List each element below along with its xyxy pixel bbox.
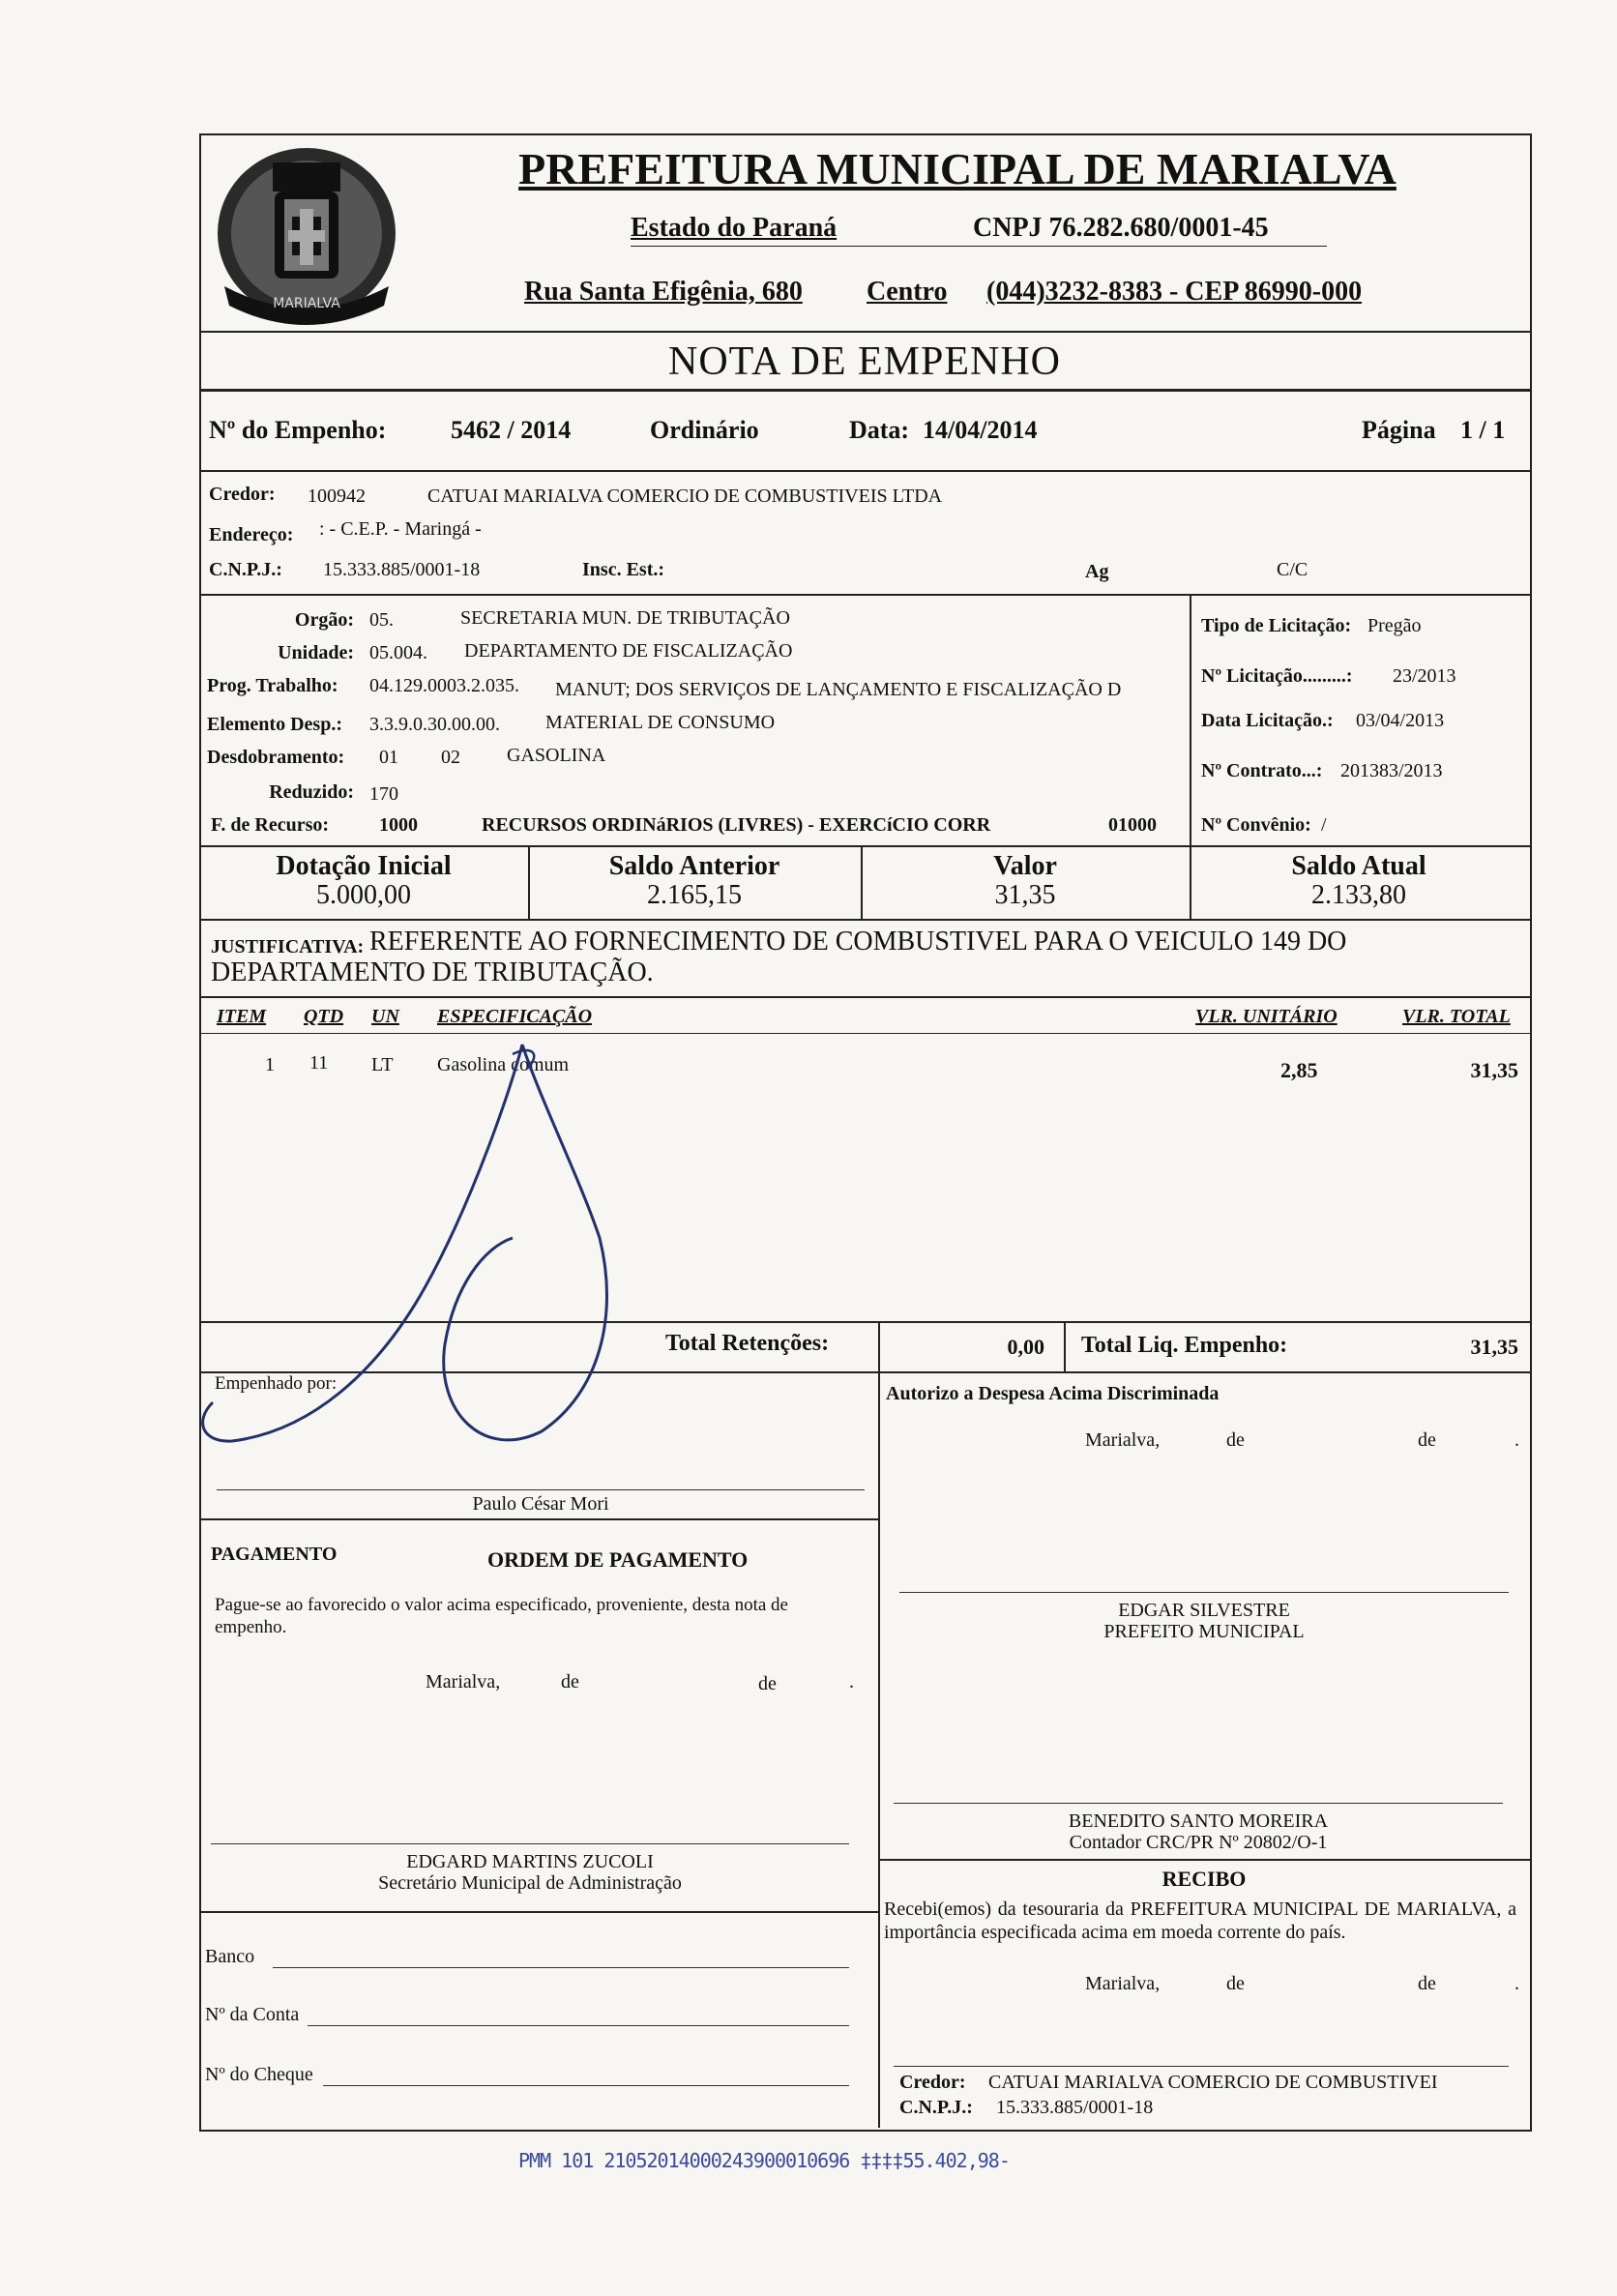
justificativa-line2: DEPARTAMENTO DE TRIBUTAÇÃO. xyxy=(211,957,654,987)
conta-label: Nº da Conta xyxy=(205,2004,300,2025)
liquido-value: 31,35 xyxy=(1470,1335,1518,1359)
left-pagamento-rule xyxy=(199,1518,878,1520)
justificativa-line1: REFERENTE AO FORNECIMENTO DE COMBUSTIVEL PARA O VEICULO 149 DO xyxy=(369,927,1347,957)
doc-title-divider xyxy=(199,389,1530,392)
recurso-name: RECURSOS ORDINáRIOS (LIVRES) - EXERCíCIO CORR xyxy=(482,814,991,836)
elemento-code: 3.3.9.0.30.00.00. xyxy=(369,714,500,735)
retencoes-value: 0,00 xyxy=(1007,1335,1044,1359)
reduzido-value: 170 xyxy=(369,783,398,805)
state-underline xyxy=(631,246,1327,247)
saldo-anterior-label: Saldo Anterior xyxy=(608,851,780,881)
saldo-atual-value: 2.133,80 xyxy=(1311,880,1406,910)
org-title: PREFEITURA MUNICIPAL DE MARIALVA xyxy=(518,144,1396,193)
lower-center-divider xyxy=(878,1371,880,2128)
recibo-credor-rule xyxy=(894,2066,1509,2067)
recibo-de2: de xyxy=(1418,1973,1436,1994)
desdobramento-a: 01 xyxy=(379,747,398,768)
pague-text: Pague-se ao favorecido o valor acima especificado, proveniente, desta nota de empenho. xyxy=(215,1595,788,1637)
cnpj-value: 15.333.885/0001-18 xyxy=(323,559,481,580)
autorizo-de1: de xyxy=(1226,1429,1245,1451)
header-divider xyxy=(199,331,1530,333)
licitacao-numero: 23/2013 xyxy=(1393,665,1456,687)
col-header-item: ITEM xyxy=(217,1006,267,1027)
handwritten-signature xyxy=(193,1025,735,1470)
licitacao-tipo-label: Tipo de Licitação: xyxy=(1201,615,1352,636)
recibo-text: Recebi(emos) da tesouraria da PREFEITURA MUNICIPAL DE MARIALVA, a importância especificada acima em moeda corrente do país. xyxy=(884,1899,1516,1943)
prefeito-sign-line xyxy=(899,1592,1509,1593)
col-header-vlr-unit: VLR. UNITÁRIO xyxy=(1195,1006,1338,1027)
dotacao-value: 5.000,00 xyxy=(316,880,411,910)
cnpj-label: C.N.P.J.: xyxy=(209,559,282,580)
autorizo-de2: de xyxy=(1418,1429,1436,1451)
recibo-de1: de xyxy=(1226,1973,1245,1994)
item-un: LT xyxy=(371,1054,394,1075)
org-cnpj: CNPJ 76.282.680/0001-45 xyxy=(973,213,1269,243)
empenhado-name: Paulo César Mori xyxy=(472,1493,609,1515)
item-vlr-total: 31,35 xyxy=(1470,1058,1518,1082)
cc-label: C/C xyxy=(1277,559,1308,580)
reduzido-label: Reduzido: xyxy=(269,781,354,803)
contrato-label: Nº Contrato...: xyxy=(1201,760,1323,781)
recibo-title: RECIBO xyxy=(1161,1867,1247,1891)
item-espec: Gasolina comum xyxy=(437,1054,570,1075)
orgao-code: 05. xyxy=(369,609,394,631)
justificativa-label: JUSTIFICATIVA: xyxy=(211,936,365,957)
bank-top-rule xyxy=(199,1911,878,1913)
ordem-label: ORDEM DE PAGAMENTO xyxy=(487,1547,749,1572)
licitacao-numero-label: Nº Licitação.........: xyxy=(1201,665,1353,687)
crest-banner-text: MARIALVA xyxy=(273,296,340,311)
saldo-atual-label: Saldo Atual xyxy=(1291,851,1426,881)
ag-label: Ag xyxy=(1085,561,1109,582)
desdobramento-b: 02 xyxy=(441,747,460,768)
orgao-name: SECRETARIA MUN. DE TRIBUTAÇÃO xyxy=(460,607,790,629)
empenhado-label: Empenhado por: xyxy=(215,1373,338,1394)
secretario-title: Secretário Municipal de Administração xyxy=(378,1872,682,1894)
recibo-city: Marialva, xyxy=(1085,1973,1161,1994)
recibo-cnpj-value: 15.333.885/0001-18 xyxy=(996,2097,1154,2118)
totals-sep-2 xyxy=(1064,1321,1066,1373)
pague-de2: de xyxy=(758,1673,777,1694)
recibo-top-rule xyxy=(878,1859,1530,1861)
endereco-value: : - C.E.P. - Maringá - xyxy=(319,518,482,540)
recibo-period: . xyxy=(1514,1973,1519,1994)
orgao-label: Orgão: xyxy=(294,609,354,631)
convenio-value: / xyxy=(1321,814,1327,836)
secretario-sign-line xyxy=(211,1843,849,1844)
retencoes-label: Total Retenções: xyxy=(665,1331,830,1356)
prog-label: Prog. Trabalho: xyxy=(207,675,338,696)
pague-de1: de xyxy=(561,1671,579,1693)
col-header-vlr-total: VLR. TOTAL xyxy=(1402,1006,1511,1027)
empenho-divider xyxy=(199,470,1530,472)
autorizo-label: Autorizo a Despesa Acima Discriminada xyxy=(886,1383,1220,1404)
autorizo-city: Marialva, xyxy=(1085,1429,1161,1451)
dotacao-label: Dotação Inicial xyxy=(276,851,452,881)
footer-stamp: PMM 101 21052014000243900010696 ‡‡‡‡55.402,98- xyxy=(518,2149,1010,2172)
credor-code: 100942 xyxy=(308,486,366,507)
conta-line xyxy=(308,2025,849,2026)
liquido-label: Total Liq. Empenho: xyxy=(1081,1333,1288,1358)
pagamento-label: PAGAMENTO xyxy=(211,1544,338,1565)
credor-label: Credor: xyxy=(209,484,276,505)
doc-title: NOTA DE EMPENHO xyxy=(668,339,1061,384)
licitacao-tipo: Pregão xyxy=(1367,615,1422,636)
credor-name: CATUAI MARIALVA COMERCIO DE COMBUSTIVEIS LTDA xyxy=(427,486,943,507)
unidade-name: DEPARTAMENTO DE FISCALIZAÇÃO xyxy=(464,640,793,662)
unidade-code: 05.004. xyxy=(369,642,427,663)
desdobramento-label: Desdobramento: xyxy=(207,747,345,768)
totals-sep-1 xyxy=(878,1321,880,1373)
address-phone-cep: (044)3232-8383 - CEP 86990-000 xyxy=(986,277,1363,307)
recibo-cnpj-label: C.N.P.J.: xyxy=(899,2097,973,2118)
item-qtd: 11 xyxy=(309,1052,329,1074)
banco-line xyxy=(273,1967,849,1968)
balances-divider xyxy=(199,919,1530,921)
valor-label: Valor xyxy=(993,851,1057,881)
state-label: Estado do Paraná xyxy=(631,213,838,243)
autorizo-period: . xyxy=(1514,1429,1519,1451)
secretario-name: EDGARD MARTINS ZUCOLI xyxy=(406,1851,654,1872)
elemento-label: Elemento Desp.: xyxy=(207,714,342,735)
contador-name: BENEDITO SANTO MOREIRA xyxy=(1068,1810,1329,1832)
pague-city: Marialva, xyxy=(426,1671,501,1693)
contador-title: Contador CRC/PR Nº 20802/O-1 xyxy=(1069,1832,1328,1853)
licitacao-data-label: Data Licitação.: xyxy=(1201,710,1334,731)
prefeito-title: PREFEITO MUNICIPAL xyxy=(1103,1621,1305,1642)
elemento-name: MATERIAL DE CONSUMO xyxy=(545,712,776,733)
endereco-label: Endereço: xyxy=(209,524,294,545)
insc-label: Insc. Est.: xyxy=(582,559,665,580)
recibo-credor-name: CATUAI MARIALVA COMERCIO DE COMBUSTIVEI xyxy=(988,2072,1438,2093)
address-street: Rua Santa Efigênia, 680 xyxy=(524,277,803,307)
unidade-label: Unidade: xyxy=(278,642,354,663)
banco-label: Banco xyxy=(205,1946,255,1967)
col-header-qtd: QTD xyxy=(304,1006,344,1027)
col-header-un: UN xyxy=(371,1006,399,1027)
crest-logo xyxy=(215,141,398,335)
saldo-anterior-value: 2.165,15 xyxy=(647,880,742,910)
licitacao-data: 03/04/2013 xyxy=(1356,710,1445,731)
item-vlr-unit: 2,85 xyxy=(1280,1058,1318,1082)
contrato-number: 201383/2013 xyxy=(1340,760,1443,781)
prog-code: 04.129.0003.2.035. xyxy=(369,675,519,696)
budget-bottom-divider xyxy=(199,845,1530,847)
convenio-label: Nº Convênio: xyxy=(1201,814,1311,836)
justificativa-divider xyxy=(199,996,1530,998)
prog-name: MANUT; DOS SERVIÇOS DE LANÇAMENTO E FISCALIZAÇÃO D xyxy=(555,679,1122,700)
empenho-type: Ordinário xyxy=(650,416,759,444)
desdobramento-name: GASOLINA xyxy=(507,745,606,766)
item-number: 1 xyxy=(265,1054,275,1075)
empenho-date: 14/04/2014 xyxy=(923,416,1038,444)
address-district: Centro xyxy=(867,277,948,307)
cheque-line xyxy=(323,2085,849,2086)
recibo-credor-label: Credor: xyxy=(899,2072,966,2093)
creditor-divider xyxy=(199,594,1530,596)
empenho-number-label: Nº do Empenho: xyxy=(209,416,387,444)
contador-sign-line xyxy=(894,1803,1503,1804)
empenho-number: 5462 / 2014 xyxy=(451,416,572,444)
page-label: Página xyxy=(1362,416,1436,444)
cheque-label: Nº do Cheque xyxy=(205,2064,313,2085)
pague-period: . xyxy=(849,1671,854,1693)
prefeito-name: EDGAR SILVESTRE xyxy=(1118,1600,1290,1621)
budget-divider-vertical xyxy=(1190,594,1191,847)
recurso-code: 1000 xyxy=(379,814,418,836)
col-header-espec: ESPECIFICAÇÃO xyxy=(437,1006,593,1027)
valor-value: 31,35 xyxy=(994,880,1056,910)
page-number: 1 / 1 xyxy=(1460,416,1506,444)
recurso-suffix: 01000 xyxy=(1108,814,1157,836)
empenho-date-label: Data: xyxy=(849,416,910,444)
empenhado-sign-line xyxy=(217,1489,865,1490)
recurso-label: F. de Recurso: xyxy=(211,814,330,836)
